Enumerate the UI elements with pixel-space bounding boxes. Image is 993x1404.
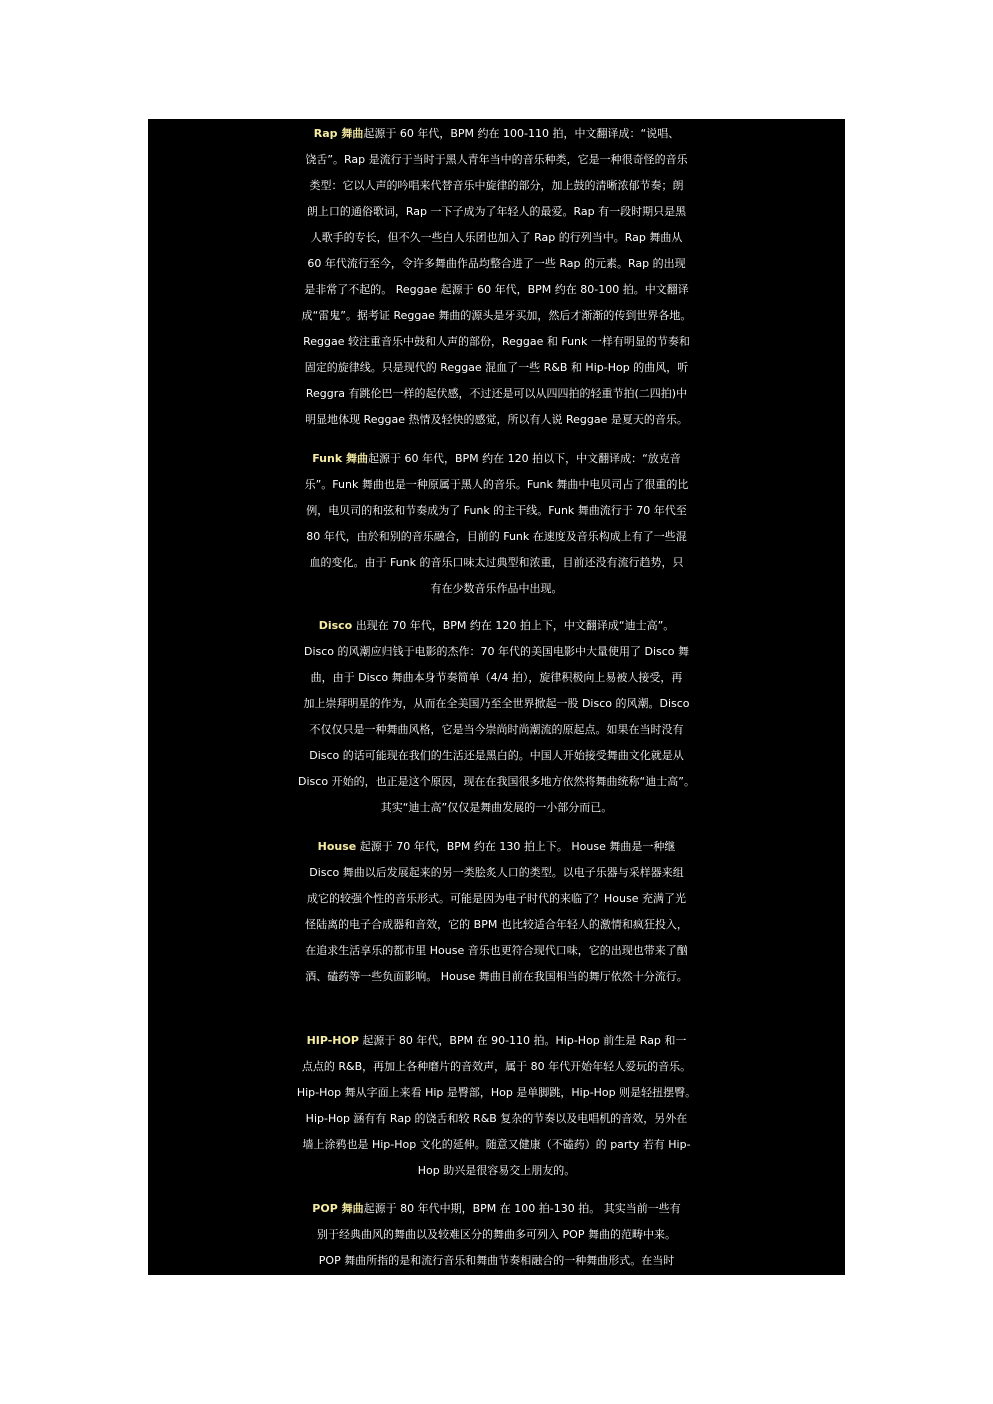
text-line — [148, 1028, 845, 1054]
line-text: 出现在 70 年代，BPM 约在 120 拍上下，中文翻译成“迪士高”。 — [352, 619, 675, 632]
paragraph-funk — [148, 446, 845, 602]
text-line — [148, 199, 845, 225]
line-text: 固定的旋律线。只是现代的 Reggae 混血了一些 R&B 和 Hip-Hop 的曲风，听 — [304, 361, 689, 374]
text-line — [148, 964, 845, 990]
line-text: Hip-Hop 舞从字面上来看 Hip 是臀部，Hop 是单脚跳，Hip-Hop 则是轻扭摆臀。 — [296, 1086, 697, 1099]
line-text: 别于经典曲风的舞曲以及较难区分的舞曲多可列入 POP 舞曲的范畴中来。 — [317, 1228, 676, 1241]
text-line — [148, 860, 845, 886]
text-line — [148, 550, 845, 576]
line-text: Disco 开始的，也正是这个原因，现在在我国很多地方依然将舞曲统称“迪士高”。 — [298, 775, 695, 788]
text-line — [148, 639, 845, 665]
text-line — [148, 147, 845, 173]
text-line — [148, 1196, 845, 1222]
text-line — [148, 498, 845, 524]
line-text: 不仅仅只是一种舞曲风格，它是当今崇尚时尚潮流的原起点。如果在当时没有 — [309, 723, 684, 736]
text-line — [148, 613, 845, 639]
paragraph-disco — [148, 613, 845, 821]
text-line — [148, 1222, 845, 1248]
text-line — [148, 1106, 845, 1132]
line-text: 在追求生活享乐的都市里 House 音乐也更符合现代口味，它的出现也带来了酗 — [305, 944, 688, 957]
line-text: 饶舌”。Rap 是流行于当时于黑人青年当中的音乐种类，它是一种很奇怪的音乐 — [305, 153, 688, 166]
text-line — [148, 277, 845, 303]
text-line — [148, 912, 845, 938]
text-line — [148, 446, 845, 472]
text-line — [148, 769, 845, 795]
text-line — [148, 407, 845, 433]
text-line — [148, 355, 845, 381]
text-line — [148, 1158, 845, 1184]
line-text: 点点的 R&B，再加上各种磨片的音效声，属于 80 年代开始年轻人爱玩的音乐。 — [301, 1060, 692, 1073]
line-text: 有在少数音乐作品中出现。 — [430, 582, 563, 595]
line-text: 起源于 80 年代中期，BPM 在 100 拍-130 拍。 其实当前一些有 — [363, 1202, 681, 1215]
line-text: 酒、磕药等一些负面影响。 House 舞曲目前在我国相当的舞厅依然十分流行。 — [305, 970, 688, 983]
line-text: Disco 舞曲以后发展起来的另一类脍炙人口的类型。以电子乐器与采样器来组 — [309, 866, 684, 879]
text-line — [148, 381, 845, 407]
line-text: 其实“迪士高”仅仅是舞曲发展的一小部分而已。 — [380, 801, 613, 814]
line-text: 曲，由于 Disco 舞曲本身节奏简单（4/4 拍），旋律积极向上易被人接受，再 — [310, 671, 683, 684]
line-text: 例，电贝司的和弦和节奏成为了 Funk 的主干线。Funk 舞曲流行于 70 年代至 — [306, 504, 687, 517]
text-line — [148, 1054, 845, 1080]
term-label: Rap 舞曲 — [313, 127, 364, 140]
text-line — [148, 1248, 845, 1274]
paragraph-hiphop — [148, 1028, 845, 1184]
line-text: Hop 助兴是很容易交上朋友的。 — [417, 1164, 576, 1177]
text-line — [148, 303, 845, 329]
term-label: Funk 舞曲 — [312, 452, 368, 465]
paragraph-pop — [148, 1196, 845, 1274]
text-line — [148, 121, 845, 147]
term-label: House — [317, 840, 357, 853]
line-text: 60 年代流行至今，令许多舞曲作品均整合进了一些 Rap 的元素。Rap 的出现 — [307, 257, 686, 270]
line-text: 起源于 70 年代，BPM 约在 130 拍上下。 House 舞曲是一种继 — [356, 840, 676, 853]
line-text: 起源于 60 年代，BPM 约在 120 拍以下，中文翻译成：“放克音 — [367, 452, 681, 465]
line-text: 是非常了不起的。 Reggae 起源于 60 年代，BPM 约在 80-100 拍。中文翻译 — [304, 283, 689, 296]
term-label: Disco — [318, 619, 353, 632]
text-line — [148, 743, 845, 769]
text-line — [148, 329, 845, 355]
line-text: 人歌手的专长，但不久一些白人乐团也加入了 Rap 的行列当中。Rap 舞曲从 — [310, 231, 683, 244]
line-text: 加上崇拜明星的作为，从而在全美国乃至全世界掀起一股 Disco 的风潮。Disco — [303, 697, 690, 710]
term-label: HIP-HOP — [306, 1034, 359, 1047]
text-line — [148, 717, 845, 743]
text-line — [148, 251, 845, 277]
text-line — [148, 173, 845, 199]
paragraph-rap — [148, 121, 845, 433]
text-line — [148, 886, 845, 912]
line-text: Disco 的话可能现在我们的生活还是黑白的。中国人开始接受舞曲文化就是从 — [309, 749, 684, 762]
line-text: 血的变化。由于 Funk 的音乐口味太过典型和浓重，目前还没有流行趋势，只 — [309, 556, 684, 569]
line-text: POP 舞曲所指的是和流行音乐和舞曲节奏相融合的一种舞曲形式。在当时 — [318, 1254, 675, 1267]
text-line — [148, 576, 845, 602]
line-text: 起源于 80 年代，BPM 在 90-110 拍。Hip-Hop 前生是 Rap 和一 — [358, 1034, 687, 1047]
term-label: POP 舞曲 — [312, 1202, 364, 1215]
line-text: 起源于 60 年代，BPM 约在 100-110 拍，中文翻译成：“说唱、 — [363, 127, 680, 140]
text-line — [148, 472, 845, 498]
line-text: 乐”。Funk 舞曲也是一种原属于黑人的音乐。Funk 舞曲中电贝司占了很重的比 — [304, 478, 689, 491]
paragraph-house — [148, 834, 845, 990]
line-text: 明显地体现 Reggae 热情及轻快的感觉，所以有人说 Reggae 是夏天的音乐。 — [305, 413, 688, 426]
text-line — [148, 665, 845, 691]
line-text: 成“雷鬼”。据考证 Reggae 舞曲的源头是牙买加，然后才渐渐的传到世界各地。 — [301, 309, 692, 322]
line-text: 成它的较强个性的音乐形式。可能是因为电子时代的来临了？House 充满了光 — [307, 892, 686, 905]
text-line — [148, 225, 845, 251]
line-text: Reggae 较注重音乐中鼓和人声的部份，Reggae 和 Funk 一样有明显的节奏和 — [303, 335, 690, 348]
text-line — [148, 938, 845, 964]
line-text: 80 年代，由於和别的音乐融合，目前的 Funk 在速度及音乐构成上有了一些混 — [306, 530, 687, 543]
text-line — [148, 524, 845, 550]
line-text: 怪陆离的电子合成器和音效，它的 BPM 也比较适合年轻人的激情和疯狂投入， — [305, 918, 688, 931]
text-line — [148, 1080, 845, 1106]
text-line — [148, 1132, 845, 1158]
text-line — [148, 795, 845, 821]
line-text: Reggra 有跳伦巴一样的起伏感，不过还是可以从四四拍的轻重节拍(二四拍)中 — [305, 387, 688, 400]
line-text: 类型：它以人声的吟唱来代替音乐中旋律的部分，加上鼓的清晰浓郁节奏；朗 — [309, 179, 684, 192]
line-text: Disco 的风潮应归钱于电影的杰作：70 年代的美国电影中大量使用了 Disco 舞 — [303, 645, 690, 658]
text-line — [148, 834, 845, 860]
line-text: Hip-Hop 涵有有 Rap 的饶舌和较 R&B 复杂的节奏以及电唱机的音效，另外在 — [305, 1112, 688, 1125]
line-text: 朗上口的通俗歌词，Rap 一下子成为了年轻人的最爱。Rap 有一段时期只是黑 — [306, 205, 687, 218]
line-text: 墙上涂鸦也是 Hip-Hop 文化的延伸。随意又健康（不磕药）的 party 若有 Hip- — [302, 1138, 691, 1151]
document-panel — [148, 119, 845, 1275]
text-line — [148, 691, 845, 717]
